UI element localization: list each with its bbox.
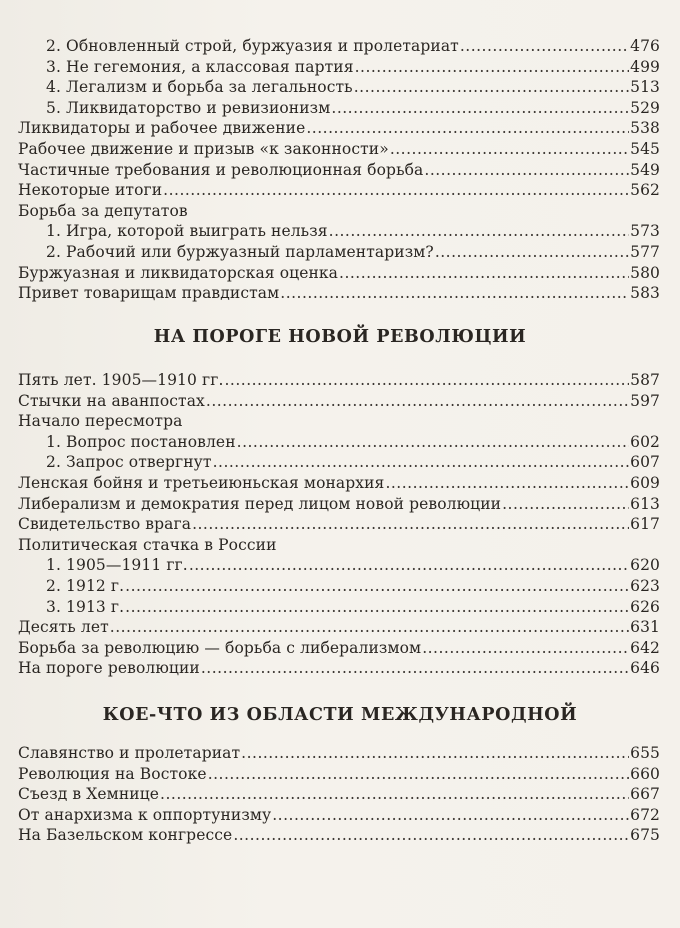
toc-dot-leader [422,638,629,659]
toc-dot-leader [208,764,629,785]
toc-dot-leader [424,160,629,181]
toc-group-1 [18,36,660,304]
toc-entry [18,263,660,284]
toc-group-3 [18,743,660,846]
toc-entry-title: 3. 1913 г. [46,597,125,616]
toc-page-number: 597 [630,391,660,410]
toc-dot-leader [329,221,629,242]
section-title-international: КОЕ-ЧТО ИЗ ОБЛАСТИ МЕЖДУНАРОДНОЙ [102,705,578,725]
toc-page-number: 499 [630,57,660,76]
toc-entry-title: 2. Запрос отвергнут [46,453,212,472]
toc-entry [18,576,660,597]
toc-entry [18,77,660,98]
toc-entry [18,638,660,659]
toc-entry-title: Политическая стачка в России [18,535,277,554]
toc-page-number: 617 [630,515,660,534]
toc-entry-title: На пороге революции [18,659,200,678]
toc-entry-title: Либерализм и демократия перед лицом новой революции [18,494,502,513]
toc-page-number: 642 [630,638,660,657]
toc-entry [18,370,660,391]
toc-entry [18,160,660,181]
toc-entry [18,118,660,139]
toc-dot-leader [460,36,629,57]
toc-dot-leader [331,98,629,119]
toc-page-number: 607 [630,453,660,472]
toc-entry-title: 1. Игра, которой выиграть нельзя [46,222,328,241]
toc-entry-title: 5. Ликвидаторство и ревизионизм [46,98,331,117]
toc-entry [18,221,660,242]
toc-dot-leader [163,180,629,201]
toc-entry [18,391,660,412]
toc-entry [18,411,660,432]
toc-page-number: 538 [630,119,660,138]
toc-dot-leader [354,77,629,98]
toc-page-number: 620 [630,556,660,575]
toc-entry [18,57,660,78]
toc-entry [18,432,660,453]
toc-entry-title: Борьба за депутатов [18,201,188,220]
toc-page-number: 646 [630,659,660,678]
toc-entry-title: 2. Рабочий или буржуазный парламентаризм? [46,242,434,261]
toc-dot-leader [213,452,630,473]
toc-page-number: 580 [630,263,660,282]
toc-entry-title: 2. Обновленный строй, буржуазия и пролетариат [46,37,459,55]
toc-dot-leader [224,370,629,391]
toc-dot-leader [160,784,629,805]
toc-page-number: 623 [630,576,660,595]
toc-dot-leader [390,139,629,160]
toc-entry-title: Ликвидаторы и рабочее движение [18,119,306,138]
toc-entry-title: Революция на Востоке [18,764,207,783]
toc-dot-leader [306,118,629,139]
toc-entry [18,555,660,576]
toc-entry-title: Частичные требования и революционная борьба [18,160,424,179]
toc-entry [18,283,660,304]
toc-page-number: 587 [630,371,660,389]
toc-entry-title: На Базельском конгрессе [18,826,233,845]
toc-page-number: 577 [630,242,660,261]
toc-entry-title: 3. Не гегемония, а классовая партия [46,57,354,76]
toc-entry [18,242,660,263]
toc-page-number: 631 [630,618,660,637]
toc-dot-leader [385,473,629,494]
toc-dot-leader [110,617,629,638]
toc-entry-title: 4. Легализм и борьба за легальность [46,78,353,97]
toc-entry-title: Некоторые итоги [18,181,163,200]
toc-entry-title: 1. 1905—1911 гг. [46,556,188,575]
toc-dot-leader [192,514,629,535]
toc-dot-leader [125,597,629,618]
toc-entry-title: 1. Вопрос постановлен [46,432,236,451]
toc-entry [18,494,660,515]
toc-entry [18,825,660,846]
toc-entry-title: От анархизма к оппортунизму [18,805,272,824]
toc-entry [18,180,660,201]
toc-page-number: 545 [630,139,660,158]
toc-entry-title: Привет товарищам правдистам [18,284,280,303]
toc-entry [18,514,660,535]
toc-page-number: 613 [630,494,660,513]
toc-page-number: 583 [630,284,660,303]
toc-page-number: 675 [630,826,660,845]
toc-entry-title: Борьба за революцию — борьба с либерализмом [18,638,422,657]
toc-entry-title: Стычки на аванпостах [18,391,205,410]
toc-page-number: 672 [630,805,660,824]
toc-entry-title: Начало пересмотра [18,412,183,431]
toc-page-number: 602 [630,432,660,451]
toc-entry [18,139,660,160]
toc-page-number: 655 [630,744,660,762]
toc-dot-leader [435,242,629,263]
toc-dot-leader [237,432,629,453]
toc-page-number: 476 [630,37,660,55]
toc-dot-leader [125,576,629,597]
toc-entry [18,784,660,805]
toc-group-2 [18,370,660,679]
toc-entry [18,36,660,57]
toc-page-number: 660 [630,764,660,783]
toc-entry-title: Ленская бойня и третьеиюньская монархия [18,473,385,492]
toc-entry [18,805,660,826]
toc-dot-leader [206,391,629,412]
toc-page-number: 626 [630,597,660,616]
toc-page-number: 609 [630,473,660,492]
toc-entry-title: Буржуазная и ликвидаторская оценка [18,263,339,282]
toc-page-number: 667 [630,785,660,804]
toc-entry [18,617,660,638]
toc-page-number: 549 [630,160,660,179]
toc-page-number: 529 [630,98,660,117]
toc-dot-leader [339,263,629,284]
toc-dot-leader [189,555,629,576]
toc-entry-title: Пять лет. 1905—1910 гг. [18,371,224,389]
toc-entry-title: Свидетельство врага [18,515,192,534]
toc-entry [18,98,660,119]
toc-dot-leader [502,494,629,515]
toc-entry-title: Десять лет [18,618,109,637]
toc-entry [18,535,660,556]
toc-entry [18,743,660,764]
toc-dot-leader [355,57,630,78]
toc-entry [18,658,660,679]
toc-entry-title: 2. 1912 г. [46,576,125,595]
toc-entry [18,452,660,473]
toc-page-number: 573 [630,222,660,241]
toc-entry [18,473,660,494]
section-title-threshold-of-revolution: НА ПОРОГЕ НОВОЙ РЕВОЛЮЦИИ [153,327,527,347]
toc-dot-leader [201,658,629,679]
toc-dot-leader [241,743,629,764]
toc-page-number: 562 [630,181,660,200]
toc-dot-leader [233,825,629,846]
toc-entry-title: Рабочее движение и призыв «к законности» [18,139,389,158]
toc-entry [18,201,660,222]
toc-entry-title: Славянство и пролетариат [18,744,241,762]
toc-entry [18,597,660,618]
toc-dot-leader [272,805,629,826]
toc-page-number: 513 [630,78,660,97]
toc-entry-title: Съезд в Хемнице [18,785,160,804]
toc-entry [18,764,660,785]
toc-dot-leader [280,283,629,304]
